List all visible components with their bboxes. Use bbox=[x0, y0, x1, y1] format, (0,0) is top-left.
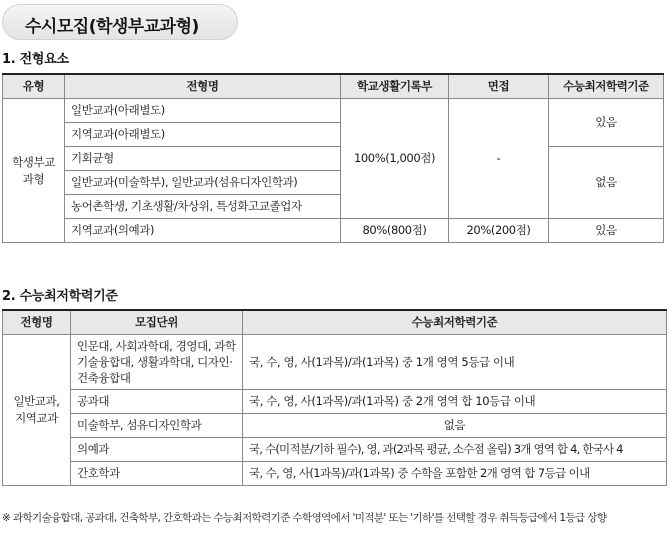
header-criteria: 수능최저학력기준 bbox=[243, 310, 667, 335]
name-cell: 지역교과(아래별도) bbox=[65, 123, 341, 147]
criteria-cell: 국, 수(미적분/기하 필수), 영, 과(2과목 평균, 소수점 올림) 3개 영역 합 4, 한국사 4 bbox=[243, 438, 667, 462]
section1-title: 1. 전형요소 bbox=[2, 52, 69, 67]
criteria-cell: 국, 수, 영, 사(1과목)/과(1과목) 중 2개 영역 합 10등급 이내 bbox=[243, 390, 667, 414]
csat-criteria-table bbox=[2, 309, 667, 486]
header-type: 유형 bbox=[3, 74, 65, 99]
unit-cell: 인문대, 사회과학대, 경영대, 과학기술융합대, 생활과학대, 디자인·건축융합대 bbox=[71, 335, 243, 390]
unit-cell: 공과대 bbox=[71, 390, 243, 414]
csat-cell: 있음 bbox=[549, 219, 664, 243]
unit-cell: 간호학과 bbox=[71, 462, 243, 486]
section2-title: 2. 수능최저학력기준 bbox=[2, 289, 118, 304]
name-cell: 농어촌학생, 기초생활/차상위, 특성화고교졸업자 bbox=[65, 195, 341, 219]
table-row bbox=[3, 390, 667, 414]
table-row bbox=[3, 335, 667, 390]
table-row bbox=[3, 99, 664, 123]
name-cell: 지역교과(의예과) bbox=[65, 219, 341, 243]
table-row bbox=[3, 414, 667, 438]
selection-elements-table bbox=[2, 73, 664, 243]
record-cell: 100%(1,000점) bbox=[341, 99, 449, 219]
record-cell: 80%(800점) bbox=[341, 219, 449, 243]
table-row bbox=[3, 147, 664, 171]
table-row bbox=[3, 219, 664, 243]
header-record: 학교생활기록부 bbox=[341, 74, 449, 99]
name-cell: 일반교과(아래별도) bbox=[65, 99, 341, 123]
interview-cell: - bbox=[449, 99, 549, 219]
page-title: 수시모집(학생부교과형) bbox=[25, 17, 199, 37]
name-cell: 일반교과(미술학부), 일반교과(섬유디자인학과) bbox=[65, 171, 341, 195]
header-name: 전형명 bbox=[65, 74, 341, 99]
header-interview: 면접 bbox=[449, 74, 549, 99]
table-header-row bbox=[3, 310, 667, 335]
unit-cell: 의예과 bbox=[71, 438, 243, 462]
unit-cell: 미술학부, 섬유디자인학과 bbox=[71, 414, 243, 438]
header-selection: 전형명 bbox=[3, 310, 71, 335]
csat-cell: 있음 bbox=[549, 99, 664, 147]
selection-cell: 일반교과, 지역교과 bbox=[3, 335, 71, 486]
footnote: ※ 과학기술융합대, 공과대, 건축학부, 간호학과는 수능최저학력기준 수학영역에서 '미적분' 또는 '기하'를 선택할 경우 취득등급에서 1등급 상향 bbox=[2, 512, 607, 524]
table-header-row bbox=[3, 74, 664, 99]
header-unit: 모집단위 bbox=[71, 310, 243, 335]
table-row bbox=[3, 462, 667, 486]
header-csat: 수능최저학력기준 bbox=[549, 74, 664, 99]
criteria-cell: 국, 수, 영, 사(1과목)/과(1과목) 중 수학을 포함한 2개 영역 합 7등급 이내 bbox=[243, 462, 667, 486]
interview-cell: 20%(200점) bbox=[449, 219, 549, 243]
page-title-pill bbox=[2, 4, 238, 40]
criteria-cell: 없음 bbox=[243, 414, 667, 438]
criteria-cell: 국, 수, 영, 사(1과목)/과(1과목) 중 1개 영역 5등급 이내 bbox=[243, 335, 667, 390]
table-row bbox=[3, 438, 667, 462]
type-cell: 학생부교과형 bbox=[3, 99, 65, 243]
csat-cell: 없음 bbox=[549, 147, 664, 219]
name-cell: 기회균형 bbox=[65, 147, 341, 171]
